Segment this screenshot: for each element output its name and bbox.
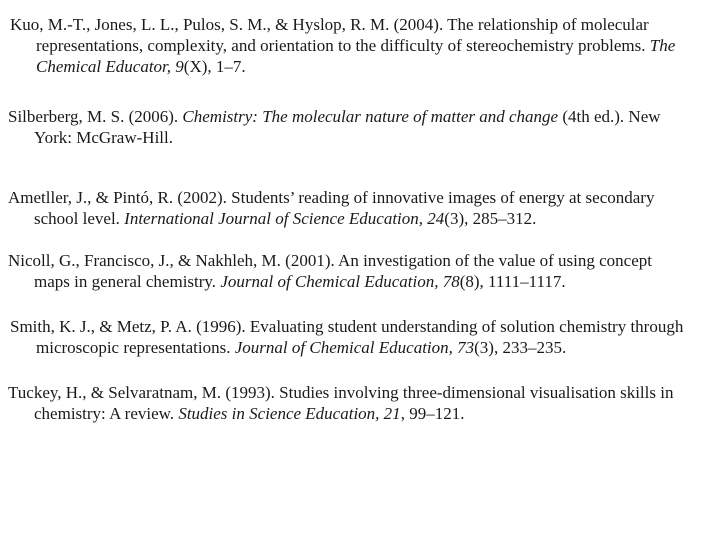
reference-entry xyxy=(8,106,708,148)
reference-line: Ametller, J., & Pintó, R. (2002). Students’ reading of innovative images of energy at secondary xyxy=(8,188,655,207)
reference-entry xyxy=(10,14,710,77)
reference-line: Chemical Educator, 9(X), 1–7. xyxy=(36,57,246,76)
reference-entry xyxy=(8,187,708,229)
reference-line: maps in general chemistry. Journal of Chemical Education, 78(8), 1111–1117. xyxy=(34,272,566,291)
reference-line: Kuo, M.-T., Jones, L. L., Pulos, S. M., & Hyslop, R. M. (2004). The relationship of molecular xyxy=(10,15,649,34)
reference-line: Nicoll, G., Francisco, J., & Nakhleh, M. (2001). An investigation of the value of using concept xyxy=(8,251,652,270)
reference-entry xyxy=(8,382,708,424)
reference-line: microscopic representations. Journal of Chemical Education, 73(3), 233–235. xyxy=(36,338,567,357)
reference-line: Silberberg, M. S. (2006). Chemistry: The molecular nature of matter and change (4th ed.). New xyxy=(8,107,661,126)
reference-line: chemistry: A review. Studies in Science Education, 21, 99–121. xyxy=(34,404,465,423)
reference-line: Smith, K. J., & Metz, P. A. (1996). Evaluating student understanding of solution chemistry through xyxy=(10,317,684,336)
reference-line: representations, complexity, and orientation to the difficulty of stereochemistry problems. The xyxy=(36,36,676,55)
reference-entry xyxy=(8,250,708,292)
reference-line: Tuckey, H., & Selvaratnam, M. (1993). Studies involving three-dimensional visualisation skills in xyxy=(8,383,674,402)
reference-entry xyxy=(10,316,710,358)
reference-line: York: McGraw-Hill. xyxy=(34,128,173,147)
reference-line: school level. International Journal of Science Education, 24(3), 285–312. xyxy=(34,209,537,228)
